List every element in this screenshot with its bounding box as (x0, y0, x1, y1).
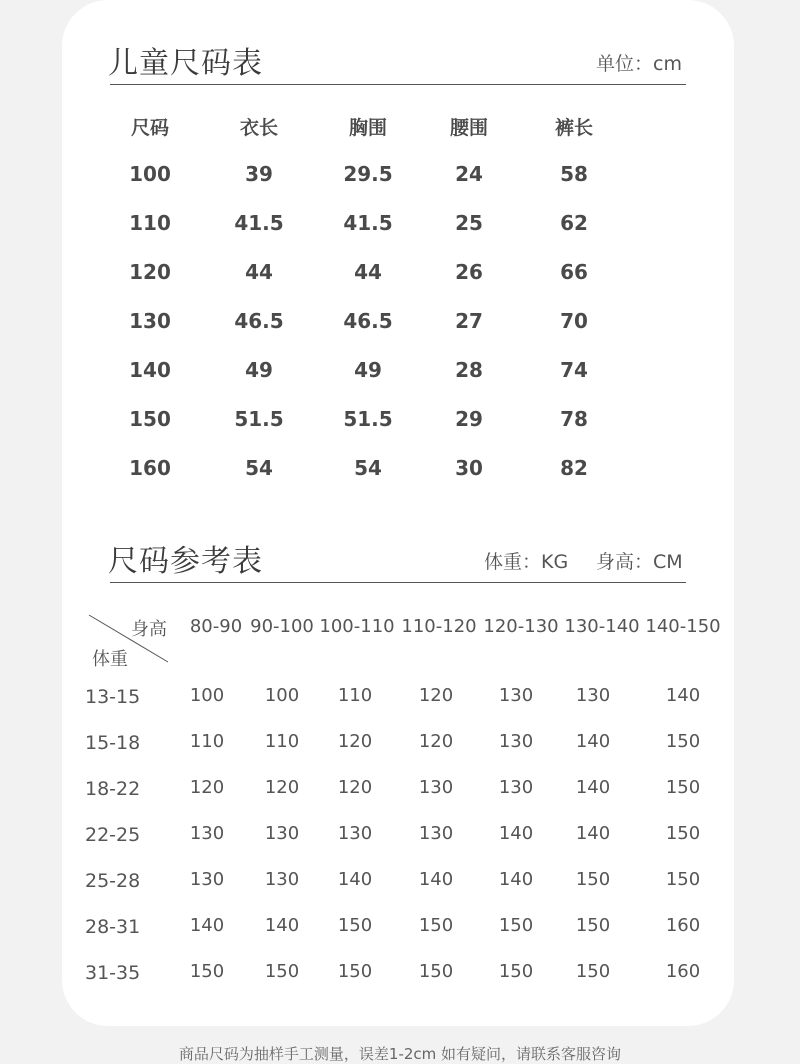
kids-size-cell: 51.5 (234, 407, 284, 431)
kids-size-cell: 28 (455, 358, 483, 382)
recommended-size-cell: 110 (337, 685, 373, 706)
kids-size-cell: 74 (560, 358, 588, 382)
weight-range-label: 25-28 (85, 870, 141, 892)
recommended-size-cell: 110 (189, 731, 225, 752)
recommended-size-cell: 120 (264, 777, 300, 798)
height-range-header: 120-130 (483, 616, 559, 637)
recommended-size-cell: 150 (665, 777, 701, 798)
recommended-size-cell: 130 (189, 869, 225, 890)
height-range-header: 130-140 (564, 616, 640, 637)
height-unit: 身高：CM (596, 551, 683, 573)
weight-unit: 体重：KG (484, 551, 569, 573)
kids-size-cell: 30 (455, 456, 483, 480)
height-range-header: 100-110 (319, 616, 395, 637)
kids-size-cell: 49 (354, 358, 382, 382)
recommended-size-cell: 120 (337, 731, 373, 752)
kids-size-cell: 46.5 (234, 309, 284, 333)
kids-size-cell: 29.5 (343, 162, 393, 186)
weight-range-label: 31-35 (85, 962, 141, 984)
recommended-size-cell: 140 (264, 915, 300, 936)
kids-size-cell: 26 (455, 260, 483, 284)
kids-size-header: 衣长 (239, 117, 279, 139)
recommended-size-cell: 120 (337, 777, 373, 798)
kids-size-chart-title: 儿童尺码表 (108, 46, 263, 81)
recommended-size-cell: 100 (189, 685, 225, 706)
recommended-size-cell: 140 (337, 869, 373, 890)
kids-size-cell: 82 (560, 456, 588, 480)
recommended-size-cell: 140 (575, 731, 611, 752)
recommended-size-cell: 160 (665, 915, 701, 936)
weight-range-label: 15-18 (85, 732, 141, 754)
recommended-size-cell: 130 (264, 823, 300, 844)
weight-range-label: 28-31 (85, 916, 141, 938)
recommended-size-cell: 150 (189, 961, 225, 982)
kids-size-cell: 66 (560, 260, 588, 284)
kids-size-cell: 29 (455, 407, 483, 431)
recommended-size-cell: 150 (665, 869, 701, 890)
size-reference-divider (110, 582, 686, 583)
recommended-size-cell: 150 (337, 961, 373, 982)
kids-size-cell: 39 (245, 162, 273, 186)
kids-size-cell: 41.5 (234, 211, 284, 235)
recommended-size-cell: 150 (264, 961, 300, 982)
measurement-note: 商品尺码为抽样手工测量，误差1-2cm 如有疑问，请联系客服咨询 (178, 1045, 622, 1063)
kids-size-header: 裤长 (554, 117, 594, 139)
kids-size-chart-divider (110, 84, 686, 85)
recommended-size-cell: 150 (575, 961, 611, 982)
recommended-size-cell: 130 (264, 869, 300, 890)
kids-size-cell: 27 (455, 309, 483, 333)
weight-range-label: 18-22 (85, 778, 141, 800)
recommended-size-cell: 150 (498, 961, 534, 982)
recommended-size-cell: 150 (418, 915, 454, 936)
recommended-size-cell: 150 (498, 915, 534, 936)
recommended-size-cell: 140 (498, 869, 534, 890)
recommended-size-cell: 150 (575, 915, 611, 936)
height-range-header: 110-120 (401, 616, 477, 637)
kids-size-cell: 130 (129, 309, 171, 333)
kids-size-cell: 41.5 (343, 211, 393, 235)
recommended-size-cell: 140 (498, 823, 534, 844)
kids-size-cell: 58 (560, 162, 588, 186)
weight-range-label: 22-25 (85, 824, 141, 846)
recommended-size-cell: 160 (665, 961, 701, 982)
kids-size-header: 尺码 (130, 117, 170, 139)
kids-size-chart-unit: 单位：cm (596, 53, 682, 75)
kids-size-cell: 44 (354, 260, 382, 284)
kids-size-cell: 140 (129, 358, 171, 382)
kids-size-cell: 54 (354, 456, 382, 480)
recommended-size-cell: 140 (575, 823, 611, 844)
kids-size-cell: 24 (455, 162, 483, 186)
recommended-size-cell: 120 (418, 731, 454, 752)
recommended-size-cell: 150 (418, 961, 454, 982)
recommended-size-cell: 130 (498, 685, 534, 706)
kids-size-cell: 46.5 (343, 309, 393, 333)
corner-weight-label: 体重 (92, 649, 128, 670)
kids-size-cell: 25 (455, 211, 483, 235)
recommended-size-cell: 120 (189, 777, 225, 798)
recommended-size-cell: 130 (418, 777, 454, 798)
kids-size-cell: 70 (560, 309, 588, 333)
recommended-size-cell: 120 (418, 685, 454, 706)
height-range-header: 140-150 (645, 616, 721, 637)
recommended-size-cell: 130 (498, 731, 534, 752)
recommended-size-cell: 110 (264, 731, 300, 752)
recommended-size-cell: 150 (665, 731, 701, 752)
kids-size-header: 胸围 (348, 117, 388, 139)
kids-size-cell: 49 (245, 358, 273, 382)
size-reference-title: 尺码参考表 (108, 544, 263, 579)
size-chart-card (62, 0, 734, 1026)
kids-size-cell: 120 (129, 260, 171, 284)
kids-size-cell: 51.5 (343, 407, 393, 431)
recommended-size-cell: 130 (498, 777, 534, 798)
height-range-header: 90-100 (250, 616, 314, 637)
kids-size-cell: 110 (129, 211, 171, 235)
recommended-size-cell: 140 (418, 869, 454, 890)
recommended-size-cell: 140 (575, 777, 611, 798)
height-range-header: 80-90 (189, 616, 243, 637)
recommended-size-cell: 100 (264, 685, 300, 706)
kids-size-cell: 100 (129, 162, 171, 186)
kids-size-header: 腰围 (449, 117, 489, 139)
kids-size-cell: 160 (129, 456, 171, 480)
kids-size-cell: 62 (560, 211, 588, 235)
weight-range-label: 13-15 (85, 686, 141, 708)
recommended-size-cell: 130 (575, 685, 611, 706)
recommended-size-cell: 130 (418, 823, 454, 844)
recommended-size-cell: 140 (189, 915, 225, 936)
recommended-size-cell: 150 (575, 869, 611, 890)
recommended-size-cell: 130 (337, 823, 373, 844)
recommended-size-cell: 130 (189, 823, 225, 844)
kids-size-cell: 54 (245, 456, 273, 480)
recommended-size-cell: 150 (337, 915, 373, 936)
recommended-size-cell: 140 (665, 685, 701, 706)
kids-size-cell: 44 (245, 260, 273, 284)
recommended-size-cell: 150 (665, 823, 701, 844)
kids-size-cell: 78 (560, 407, 588, 431)
kids-size-cell: 150 (129, 407, 171, 431)
corner-height-label: 身高 (131, 619, 167, 640)
